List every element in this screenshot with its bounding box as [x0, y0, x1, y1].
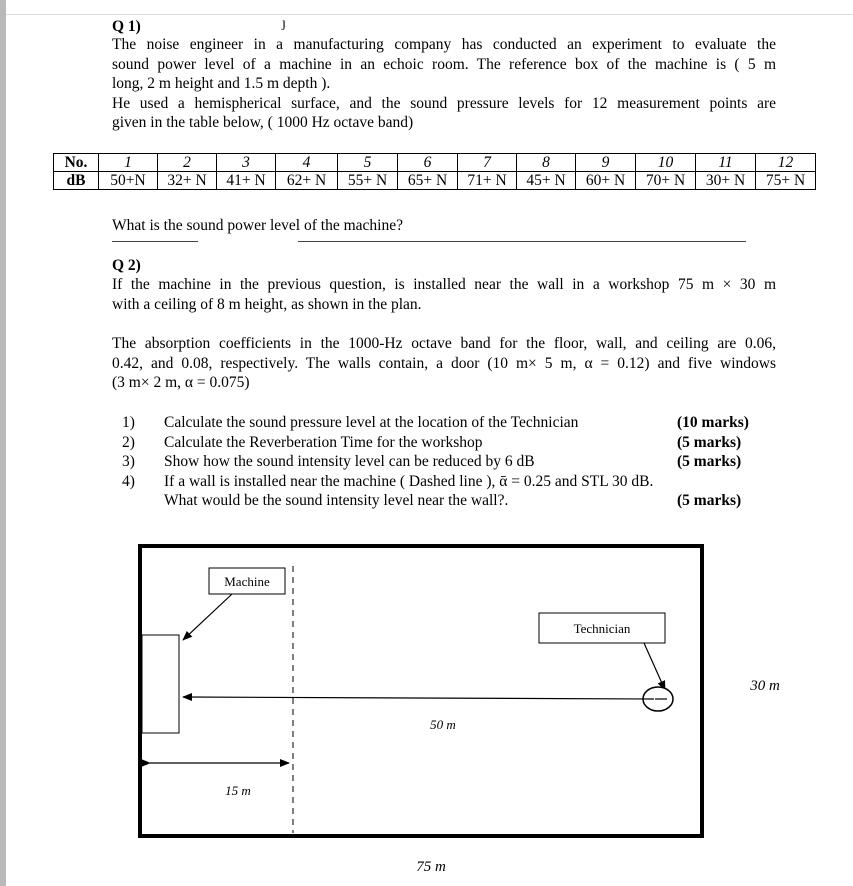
q2-p2-line-2: 0.42, and 0.08, respectively. The walls contain, a door (10 m× 5 m, α = 0.12) and five windows [112, 354, 776, 372]
item-text: Show how the sound intensity level can be reduced by 6 dB [164, 453, 535, 471]
q1-p2-line-1: He used a hemispherical surface, and the sound pressure levels for 12 measurement points are [112, 94, 776, 112]
dimension-label-50m: 50 m [430, 717, 456, 732]
table-cell-number: 10 [636, 154, 696, 172]
machine-pointer-arrow [183, 594, 232, 640]
item-number: 1) [122, 414, 135, 431]
q1-p2-line-2: given in the table below, ( 1000 Hz octave band) [112, 114, 414, 132]
machine-label: Machine [224, 574, 270, 589]
q1-title: Q 1) [112, 18, 141, 35]
stray-mark: ȷ [282, 16, 286, 31]
q1-question: What is the sound power level of the machine? [112, 217, 403, 234]
technician-label: Technician [573, 621, 631, 636]
dimension-label-15m: 15 m [225, 783, 251, 798]
table-cell-value: 75+ N [756, 172, 816, 190]
item-number: 4) [122, 472, 135, 490]
item-marks: (10 marks) [677, 414, 749, 431]
dimension-label-75m: 75 m [416, 859, 446, 875]
table-cell-number: 11 [696, 154, 756, 172]
table-cell-value: 60+ N [576, 172, 636, 190]
machine-box [142, 635, 179, 733]
item-text: Calculate the Reverberation Time for the workshop [164, 433, 483, 451]
item-marks: (5 marks) [677, 492, 742, 510]
q2-p2-line-3: (3 m× 2 m, α = 0.075) [112, 374, 250, 392]
table-cell-number: 8 [517, 154, 576, 172]
table-cell-value: 71+ N [458, 172, 517, 190]
table-cell-value: 41+ N [217, 172, 276, 190]
table-cell-value: 65+ N [398, 172, 458, 190]
table-cell-number: 4 [276, 154, 338, 172]
item-text: What would be the sound intensity level near the wall?. [164, 492, 509, 510]
table-cell-number: 3 [217, 154, 276, 172]
table-cell-number: 12 [756, 154, 816, 172]
table-cell-value: 45+ N [517, 172, 576, 190]
item-marks: (5 marks) [677, 433, 742, 451]
q2-p1-line-2: with a ceiling of 8 m height, as shown in the plan. [112, 295, 422, 313]
item-text: If a wall is installed near the machine ( Dashed line ), ᾱ = 0.25 and STL 30 dB. [164, 472, 654, 490]
table-cell-number: 7 [458, 154, 517, 172]
table-cell-value: 30+ N [696, 172, 756, 190]
item-text: Calculate the sound pressure level at the location of the Technician [164, 414, 579, 431]
table-cell-number: 1 [99, 154, 158, 172]
table-header-db: dB [54, 172, 99, 190]
dimension-label-30m: 30 m [750, 678, 780, 694]
item-number: 3) [122, 453, 135, 471]
table-cell-number: 9 [576, 154, 636, 172]
q2-title: Q 2) [112, 257, 141, 274]
table-cell-number: 5 [338, 154, 398, 172]
q1-p1-line-3: long, 2 m height and 1.5 m depth ). [112, 75, 331, 93]
item-marks: (5 marks) [677, 453, 742, 471]
table-cell-number: 6 [398, 154, 458, 172]
q1-p1-line-2: sound power level of a machine in an echoic room. The reference box of the machine is ( 5 m [112, 55, 776, 73]
table-cell-number: 2 [158, 154, 217, 172]
q2-p2-line-1: The absorption coefficients in the 1000-Hz octave band for the floor, wall, and ceiling are 0.06, [112, 335, 776, 352]
table-cell-value: 55+ N [338, 172, 398, 190]
table-cell-value: 62+ N [276, 172, 338, 190]
technician-pointer-arrow [644, 643, 665, 690]
table-cell-value: 70+ N [636, 172, 696, 190]
q2-p1-line-1: If the machine in the previous question, is installed near the wall in a workshop 75 m × 30 m [112, 276, 776, 293]
item-number: 2) [122, 433, 135, 451]
table-cell-value: 50+N [99, 172, 158, 190]
distance-arrow-50m [183, 697, 654, 699]
table-header-no: No. [54, 154, 99, 172]
table-cell-value: 32+ N [158, 172, 217, 190]
q1-p1-line-1: The noise engineer in a manufacturing company has conducted an experiment to evaluate the [112, 36, 776, 53]
